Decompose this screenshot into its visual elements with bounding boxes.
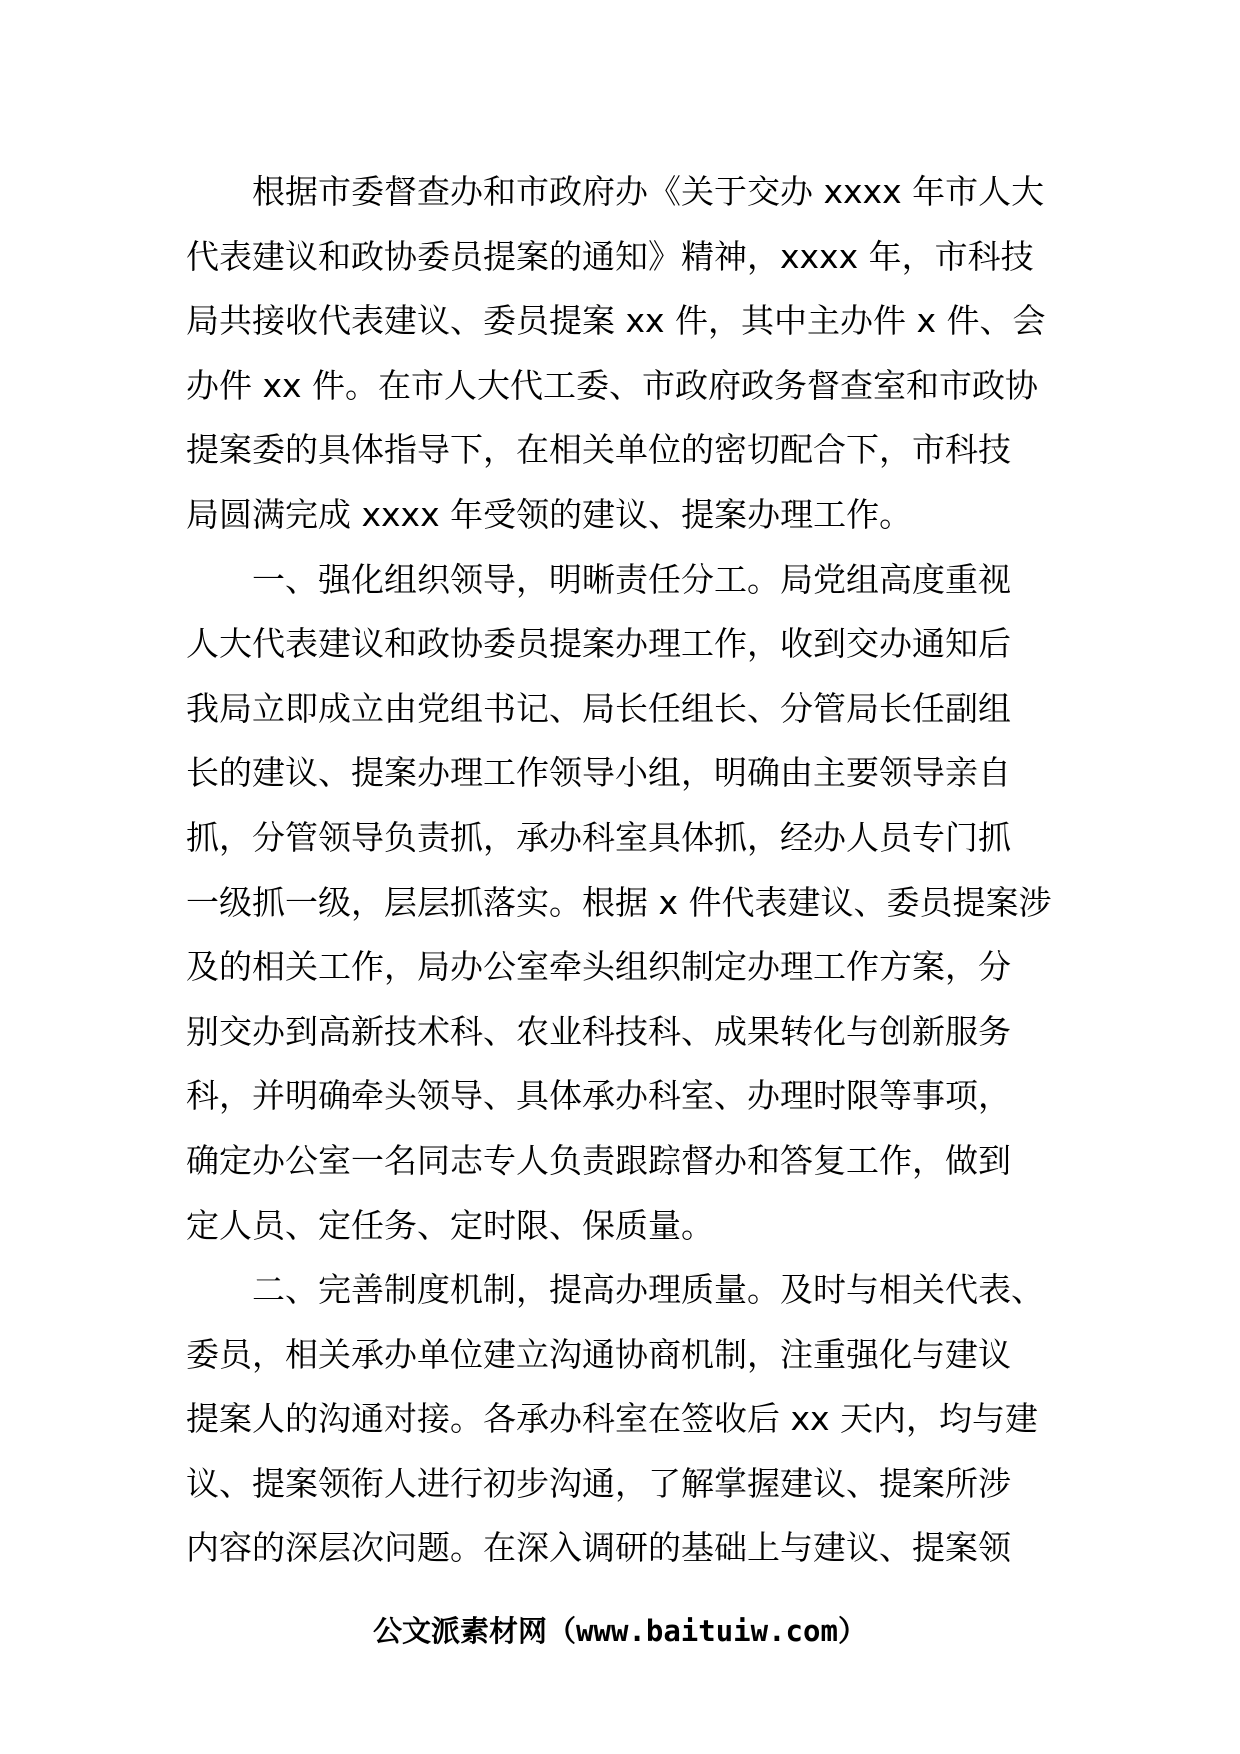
text-line: 定人员、定任务、定时限、保质量。 — [186, 1205, 714, 1245]
text-line: 二、完善制度机制，提高办理质量。及时与相关代表、 — [186, 1270, 1044, 1310]
text-line: 内容的深层次问题。在深入调研的基础上与建议、提案领 — [186, 1528, 1011, 1568]
footer-url: www.baituiw.com — [576, 1614, 838, 1648]
text-line: 我局立即成立由党组书记、局长任组长、分管局长任副组 — [186, 688, 1011, 728]
text-line: 委员，相关承办单位建立沟通协商机制，注重强化与建议 — [186, 1334, 1011, 1374]
text-line: 议、提案领衔人进行初步沟通，了解掌握建议、提案所涉 — [186, 1463, 1011, 1503]
paragraph-section-2 — [186, 1258, 1054, 1581]
text-line: 一级抓一级，层层抓落实。根据 x 件代表建议、委员提案涉 — [186, 882, 1052, 922]
paragraph-section-1 — [186, 548, 1054, 1259]
text-line: 一、强化组织领导，明晰责任分工。局党组高度重视 — [186, 559, 1011, 599]
text-line: 及的相关工作，局办公室牵头组织制定办理工作方案，分 — [186, 947, 1011, 987]
text-line: 科，并明确牵头领导、具体承办科室、办理时限等事项， — [186, 1076, 1011, 1116]
text-line: 提案人的沟通对接。各承办科室在签收后 xx 天内，均与建 — [186, 1399, 1039, 1439]
paragraph-intro — [186, 160, 1054, 548]
footer-site-name: 公文派素材网 — [373, 1614, 548, 1648]
text-line: 局共接收代表建议、委员提案 xx 件，其中主办件 x 件、会 — [186, 301, 1046, 341]
text-line: 代表建议和政协委员提案的通知》精神，xxxx 年，市科技 — [186, 236, 1034, 276]
text-line: 长的建议、提案办理工作领导小组，明确由主要领导亲自 — [186, 753, 1011, 793]
text-line: 别交办到高新技术科、农业科技科、成果转化与创新服务 — [186, 1011, 1011, 1051]
document-body — [186, 160, 1054, 1581]
text-line: 抓，分管领导负责抓，承办科室具体抓，经办人员专门抓 — [186, 817, 1011, 857]
page-footer — [0, 1611, 1240, 1651]
text-line: 确定办公室一名同志专人负责跟踪督办和答复工作，做到 — [186, 1140, 1011, 1180]
text-line: 局圆满完成 xxxx 年受领的建议、提案办理工作。 — [186, 494, 913, 534]
footer-paren-open: （ — [547, 1614, 577, 1648]
text-line: 办件 xx 件。在市人大代工委、市政府政务督查室和市政协 — [186, 365, 1039, 405]
text-line: 提案委的具体指导下，在相关单位的密切配合下，市科技 — [186, 430, 1011, 470]
footer-paren-close: ） — [837, 1614, 867, 1648]
text-line: 根据市委督查办和市政府办《关于交办 xxxx 年市人大 — [186, 172, 1045, 211]
text-line: 人大代表建议和政协委员提案办理工作，收到交办通知后 — [186, 624, 1011, 664]
